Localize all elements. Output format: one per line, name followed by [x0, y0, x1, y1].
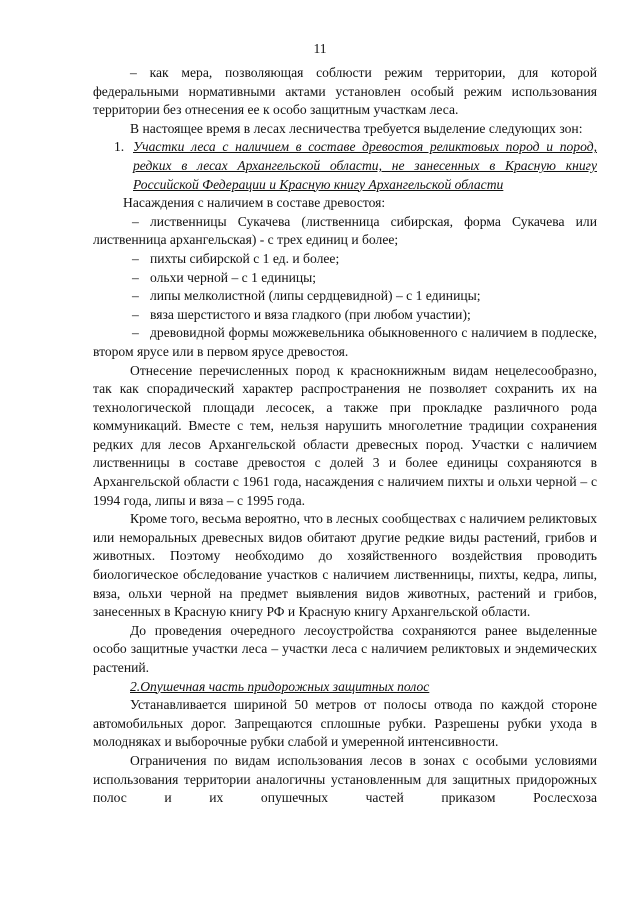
paragraph-restrictions: Ограничения по видам использования лесов в зонах с особыми условиями использования территории аналогичны установленным для защитных придорожных полос и их опушечных частей приказом Рослесхоза — [93, 752, 597, 806]
paragraph-plantings: Насаждения с наличием в составе древостоя: — [123, 195, 386, 211]
bullet-elm — [93, 306, 597, 325]
bullet-text: лиственницы Сукачева (лиственница сибирская, форма Сукачева или лиственница архангельская) - с трех единиц и более; — [93, 213, 597, 248]
bullet-text: древовидной формы можжевельника обыкновенного с наличием в подлеске, втором ярусе или в первом ярусе древостоя. — [93, 325, 597, 359]
dash: – — [132, 213, 139, 229]
bullet-text: ольхи черной – с 1 единицы; — [150, 269, 317, 285]
bullet-linden — [93, 287, 597, 306]
paragraph-protected-areas: До проведения очередного лесоустройства сохраняются ранее выделенные особо защитные участки леса – участки леса с наличием реликтовых и эндемических растений. — [93, 622, 597, 675]
bullet-text: вяза шерстистого и вяза гладкого (при любом участии); — [150, 306, 471, 322]
list-number: 1. — [114, 139, 125, 155]
dash: – — [132, 250, 139, 266]
paragraph-intro: – как мера, позволяющая соблюсти режим территории, для которой федеральными нормативными актами установлен особый режим использования территории без отнесения ее к особо защитным участкам леса. — [93, 65, 597, 118]
paragraph-zones: В настоящее время в лесах лесничества требуется выделение следующих зон: — [130, 120, 583, 136]
bullet-larch — [93, 213, 597, 250]
bullet-text: пихты сибирской с 1 ед. и более; — [150, 250, 340, 266]
dash: – — [132, 269, 139, 285]
dash: – — [132, 306, 139, 322]
section-heading-2: 2.Опушечная часть придорожных защитных полос — [130, 678, 430, 694]
list-item-1-text: Участки леса с наличием в составе древостоя реликтовых пород и пород, редких в лесах Архангельской области, не занесенных в Красную книгу Российской Федерации и Красную книгу Архангельской области — [133, 139, 597, 192]
paragraph-red-book: Отнесение перечисленных пород к краснокнижным видам нецелесообразно, так как спорадический характер распространения не позволяет сохранить их на технологической площади лесосек, а также при прокладке различного рода коммуникаций. Вместе с тем, нельзя нарушить многолетние традиции сохранения редких для лесов Архангельской области древесных пород. Участки с наличием лиственницы в составе древостоя с долей 3 и более единицы сохраняются в Архангельской области с 1961 года, насаждения с наличием пихты и ольхи черной – с 1994 года, липы и вяза – с 1995 года. — [93, 362, 597, 508]
bullet-juniper — [93, 324, 597, 361]
page-number: 11 — [313, 41, 327, 56]
paragraph-width: Устанавливается шириной 50 метров от полосы отвода по каждой стороне автомобильных дорог. Запрещаются сплошные рубки. Разрешены рубки ухода в молодняках и выборочные рубки слабой и умеренной интенсивности. — [93, 697, 597, 750]
paragraph-survey: Кроме того, весьма вероятно, что в лесных сообществах с наличием реликтовых или неморальных древесных видов обитают другие редкие виды растений, грибов и животных. Поэтому необходимо до хозяйственного воздействия проводить биологическое обследование участков с наличием лиственницы, пихты, кедра, липы, вяза, ольхи черной на предмет выявления видов животных, растений и грибов, занесенных в Красную книгу РФ и Красную книгу Архангельской области. — [93, 511, 597, 620]
list-item-1 — [93, 138, 597, 194]
bullet-alder — [93, 269, 597, 288]
dash: – — [132, 325, 139, 341]
dash: – — [132, 288, 139, 304]
document-body — [93, 64, 597, 808]
bullet-text: липы мелколистной (липы сердцевидной) – с 1 единицы; — [150, 288, 481, 304]
bullet-fir — [93, 250, 597, 269]
